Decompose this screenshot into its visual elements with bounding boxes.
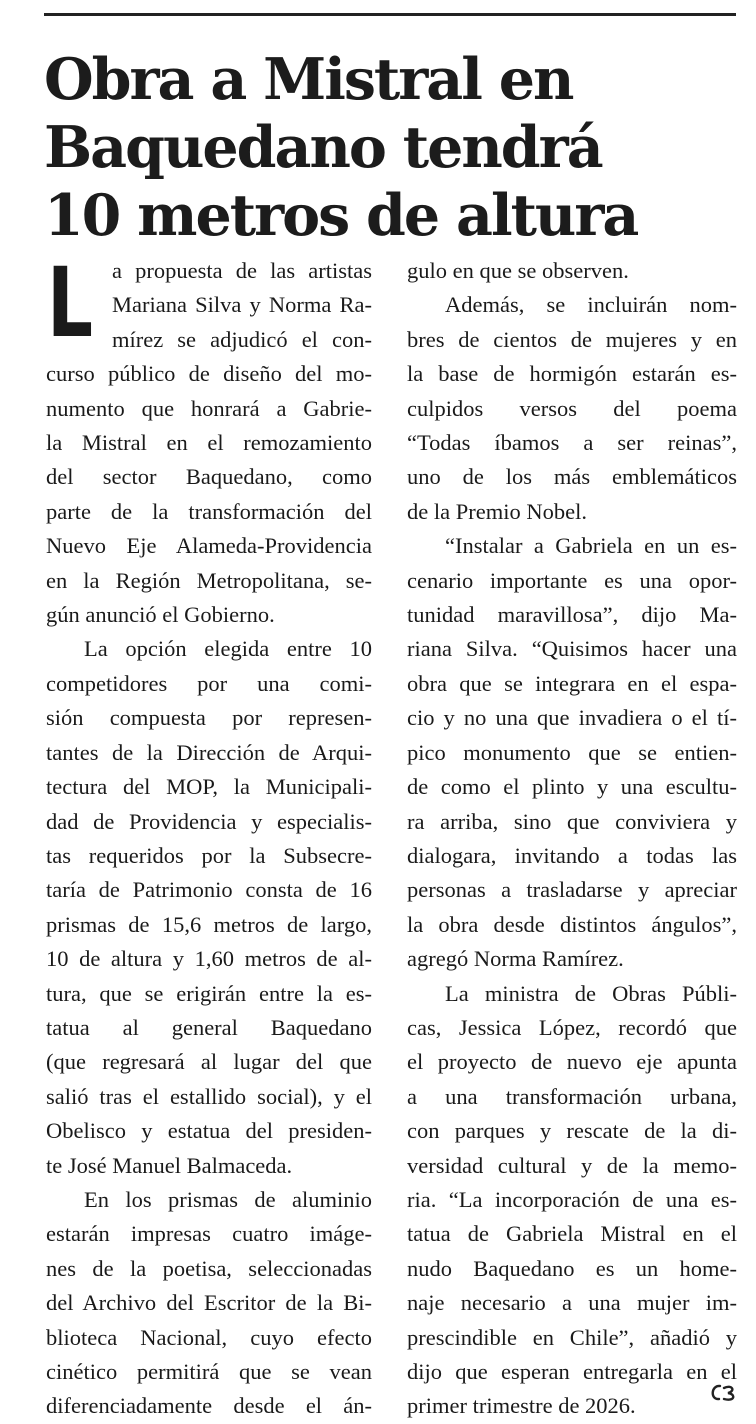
text-line: uno de los más emblemáticos — [407, 464, 737, 490]
text-line: parte de la transformación del — [46, 498, 372, 524]
text-line: bres de cientos de mujeres y en — [407, 326, 737, 352]
text-line: la obra desde distintos ángulos”, — [407, 911, 737, 937]
text-line: a una transformación urbana, — [407, 1083, 737, 1109]
text-line: primer trimestre de 2026. — [407, 1393, 636, 1419]
text-line: obra que se integrara en el espa- — [407, 670, 737, 696]
text-line: estarán impresas cuatro imáge- — [46, 1221, 372, 1247]
headline — [44, 46, 744, 250]
text-line: numento que honrará a Gabrie- — [46, 395, 372, 421]
text-line: tatua al general Baquedano — [46, 1014, 372, 1040]
text-line: 10 de altura y 1,60 metros de al- — [46, 946, 372, 972]
paragraph — [407, 529, 737, 976]
text-line: “Instalar a Gabriela en un es- — [445, 533, 737, 559]
text-line: taría de Patrimonio consta de 16 — [46, 877, 372, 903]
text-line: cenario importante es una opor- — [407, 567, 737, 593]
text-line: la Mistral en el remozamiento — [46, 430, 372, 456]
text-line: ria. “La incorporación de una es- — [407, 1186, 737, 1212]
text-line: prismas de 15,6 metros de largo, — [46, 911, 372, 937]
text-line: blioteca Nacional, cuyo efecto — [46, 1324, 372, 1350]
text-line: mírez se adjudicó el con- — [112, 326, 372, 352]
text-line: versidad cultural y de la memo- — [407, 1152, 737, 1178]
text-line: de como el plinto y una escultu- — [407, 774, 737, 800]
text-line: Nuevo Eje Alameda-Providencia — [46, 533, 372, 559]
paragraph — [46, 254, 372, 632]
paragraph — [46, 1183, 372, 1424]
text-line: gún anunció el Gobierno. — [46, 602, 275, 628]
text-line: tatua de Gabriela Mistral en el — [407, 1221, 737, 1247]
headline-line: Obra a Mistral en — [44, 46, 573, 113]
paragraph — [407, 288, 737, 529]
text-line: en la Región Metropolitana, se- — [46, 567, 372, 593]
text-line: Obelisco y estatua del presiden- — [46, 1118, 372, 1144]
text-line: cinético permitirá que se vean — [46, 1359, 372, 1384]
text-line: nes de la poetisa, seleccionadas — [46, 1255, 372, 1281]
top-rule — [44, 13, 736, 16]
text-line: “Todas íbamos a ser reinas”, — [407, 430, 737, 456]
text-line: te José Manuel Balmaceda. — [46, 1152, 293, 1178]
text-line: dad de Providencia y especialis- — [46, 808, 372, 834]
headline-line: Baquedano tendrá — [44, 114, 602, 181]
text-line: la base de hormigón estarán es- — [407, 361, 737, 387]
text-line: tura, que se erigirán entre la es- — [46, 980, 372, 1006]
svg-text:L: L — [47, 247, 93, 359]
text-line: riana Silva. “Quisimos hacer una — [407, 636, 737, 662]
text-line: diferenciadamente desde el án- — [46, 1393, 372, 1419]
text-line: cas, Jessica López, recordó que — [407, 1014, 737, 1040]
text-line: curso público de diseño del mo- — [46, 361, 372, 387]
text-line: personas a trasladarse y apreciar — [407, 877, 737, 903]
text-line: a propuesta de las artistas — [112, 258, 372, 283]
text-line: pico monumento que se entien- — [407, 739, 737, 765]
paragraph — [46, 632, 372, 1183]
text-line: Mariana Silva y Norma Ra- — [112, 292, 372, 318]
text-line: agregó Norma Ramírez. — [407, 946, 624, 972]
text-line: La opción elegida entre 10 — [84, 636, 372, 662]
text-line: gulo en que se observen. — [407, 258, 629, 283]
text-line: de la Premio Nobel. — [407, 498, 587, 524]
text-line: del Archivo del Escritor de la Bi- — [46, 1290, 372, 1316]
text-line: cio y no una que invadiera o el tí- — [407, 705, 737, 731]
end-of-article-logo-icon — [708, 1382, 738, 1404]
text-line: Además, se incluirán nom- — [445, 292, 737, 318]
text-line: tunidad maravillosa”, dijo Ma- — [407, 602, 737, 628]
text-line: culpidos versos del poema — [407, 395, 737, 421]
article-column-right — [407, 254, 737, 1424]
text-line: sión compuesta por represen- — [46, 705, 372, 731]
text-line: del sector Baquedano, como — [46, 464, 372, 490]
text-line: naje necesario a una mujer im- — [407, 1290, 737, 1316]
text-line: competidores por una comi- — [46, 670, 372, 696]
paragraph — [407, 254, 737, 288]
text-line: ra arriba, sino que conviviera y — [407, 808, 737, 834]
text-line: dijo que esperan entregarla en el — [407, 1359, 737, 1384]
article-column-left — [46, 254, 372, 1424]
text-line: La ministra de Obras Públi- — [445, 980, 737, 1006]
text-line: el proyecto de nuevo eje apunta — [407, 1049, 737, 1075]
paragraph — [407, 977, 737, 1424]
text-line: con parques y rescate de la di- — [407, 1118, 737, 1144]
text-line: En los prismas de aluminio — [84, 1186, 372, 1212]
text-line: prescindible en Chile”, añadió y — [407, 1324, 737, 1350]
text-line: dialogara, invitando a todas las — [407, 842, 737, 868]
text-line: tas requeridos por la Subsecre- — [46, 842, 372, 868]
text-line: tantes de la Dirección de Arqui- — [46, 739, 372, 765]
text-line: (que regresará al lugar del que — [46, 1049, 372, 1075]
text-line: nudo Baquedano es un home- — [407, 1255, 737, 1281]
text-line: salió tras el estallido social), y el — [46, 1083, 372, 1109]
text-line: tectura del MOP, la Municipali- — [46, 774, 372, 800]
headline-line: 10 metros de altura — [44, 182, 638, 249]
